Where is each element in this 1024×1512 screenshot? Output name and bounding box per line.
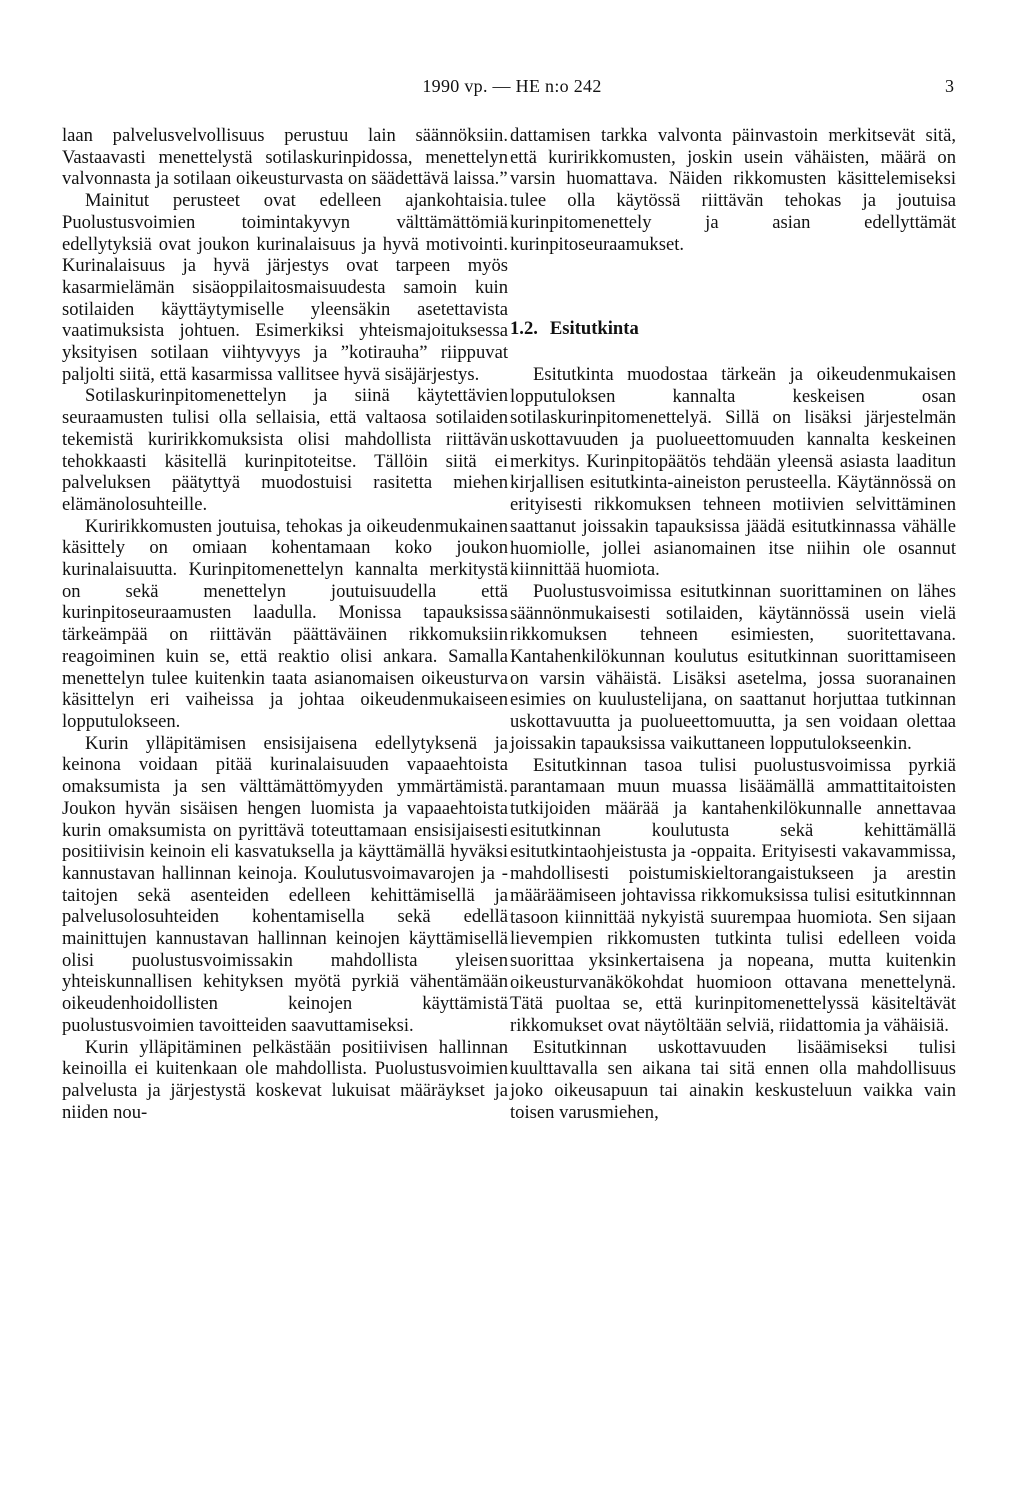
running-title: 1990 vp. — HE n:o 242 xyxy=(422,76,602,96)
paragraph: Puolustusvoimissa esitutkinnan suorittaminen on lähes säännönmukaisesti sotilaiden, käytännössä usein vielä rikkomuksen tehneen esimiesten, suoritettavana. Kantahenkilökunnan koulutus esitutkinnan suorittamiseen on varsin vähäistä. Lisäksi asetelma, jossa suoranainen esimies on kuulustelijana, on saattanut horjuttaa tutkinnan uskottavuutta ja puolueettomuutta, ja sen voidaan olettaa joissakin tapauksissa vaikuttaneen lopputulokseenkin. xyxy=(510,580,956,754)
paragraph: Esitutkinnan tasoa tulisi puolustusvoimissa pyrkiä parantamaan muun muassa lisäämällä ammattitaitoisten tutkijoiden määrää ja kantahenkilökunnalle annettavaa esitutkinnan koulutusta sekä kehittämällä esitutkintaohjeistusta ja -oppaita. Erityisesti vakavammissa, mahdollisesti poistumiskieltorangaistukseen ja arestin määräämiseen johtavissa rikkomuksissa tulisi esitutkinnnan tasoon kiinnittää nykyistä suurempaa huomiota. Sen sijaan lievempien rikkomusten tutkinta tulisi edelleen voida suorittaa yksinkertaisena ja nopeana, mutta kuitenkin oikeusturvanäkökohdat huomioon ottavana menettelynä. Tätä puoltaa se, että kurinpitomenettelyssä käsiteltävät rikkomukset ovat näytöltään selviä, riidattomia ja vähäisiä. xyxy=(510,754,956,1037)
paragraph: Esitutkinta muodostaa tärkeän ja oikeudenmukaisen lopputuloksen kannalta keskeisen osan sotilaskurinpitomenettelyä. Sillä on lisäksi järjestelmän uskottavuuden ja puolueettomuuden kannalta keskeinen merkitys. Kurinpitopäätös tehdään yleensä asiasta laaditun kirjallisen esitutkinta-aineiston perusteella. Käytännössä on erityisesti rikkomuksen tehneen motiivien selvittäminen saattanut joissakin tapauksissa jäädä esitutkinnassa vähälle huomiolle, jollei asianomainen itse niihin ole osannut kiinnittää huomiota. xyxy=(510,363,956,581)
paragraph: Kurin ylläpitämisen ensisijaisena edellytyksenä ja keinona voidaan pitää kurinalaisuuden vapaaehtoista omaksumista ja sen välttämättömyyden ymmärtämistä. Joukon hyvän sisäisen hengen luomista ja vapaaehtoista kurin omaksumista on pyrittävä toteuttamaan ensisijaisesti positiivisin keinoin eli kasvatuksella ja käyttämällä hyväksi kannustavan hallinnan keinoja. Koulutusvoimavarojen ja -taitojen sekä asenteiden edelleen kehittämisellä ja palvelusolosuhteiden kohentamisella sekä edellä mainittujen kannustavan hallinnan keinojen käyttämisellä olisi puolustusvoimissakin mahdollista yleisen yhteiskunnallisen kehityksen myötä pyrkiä vähentämään oikeudenhoidollisten keinojen käyttämistä puolustusvoimien tavoitteiden saavuttamiseksi. xyxy=(62,732,508,1036)
paragraph: Kurin ylläpitäminen pelkästään positiivisen hallinnan keinoilla ei kuitenkaan ole mahdollista. Puolustusvoimien palvelusta ja järjestystä koskevat lukuisat määräykset ja niiden nou- xyxy=(62,1036,508,1123)
left-column xyxy=(62,125,508,1123)
paragraph: Kuririkkomusten joutuisa, tehokas ja oikeudenmukainen käsittely on omiaan kohentamaan koko joukon kurinalaisuutta. Kurinpitomenettelyn kannalta merkitystä on sekä menettelyn joutuisuudella että kurinpitoseuraamusten laadulla. Monissa tapauksissa tärkeämpää on riittävän päättäväinen rikkomuksiin reagoiminen kuin se, että reaktio olisi ankara. Samalla menettelyn tulee kuitenkin taata asianomaisen oikeusturva käsittelyn eri vaiheissa ja johtaa oikeudenmukaiseen lopputulokseen. xyxy=(62,515,508,732)
paragraph: laan palvelusvelvollisuus perustuu lain säännöksiin. Vastaavasti menettelystä sotilaskurinpidossa, menettelyn valvonnasta ja sotilaan oikeusturvasta on säädettävä laissa.” xyxy=(62,125,508,190)
section-number: 1.2. xyxy=(510,318,538,340)
section-title: Esitutkinta xyxy=(549,318,639,340)
running-header xyxy=(0,76,1024,102)
section-heading xyxy=(510,255,956,364)
right-column xyxy=(510,125,956,1124)
paragraph: Mainitut perusteet ovat edelleen ajankohtaisia. Puolustusvoimien toimintakyvyn välttämättömiä edellytyksiä ovat joukon kurinalaisuus ja hyvä motivointi. Kurinalaisuus ja hyvä järjestys ovat tarpeen myös kasarmielämän sisäoppilaitosmaisuudesta samoin kuin sotilaiden käyttäytymiselle yleensäkin asetettavista vaatimuksista johtuen. Esimerkiksi yhteismajoituksessa yksityisen sotilaan viihtyvyys ja ”kotirauha” riippuvat paljolti siitä, että kasarmissa vallitsee hyvä sisäjärjestys. xyxy=(62,190,508,385)
page-number: 3 xyxy=(945,76,954,96)
paragraph: Esitutkinnan uskottavuuden lisäämiseksi tulisi kuulttavalla sen aikana tai sitä ennen olla mahdollisuus joko oikeusapuun tai ainakin keskusteluun vaikka vain toisen varusmiehen, xyxy=(510,1036,956,1123)
paragraph: dattamisen tarkka valvonta päinvastoin merkitsevät sitä, että kuririkkomusten, joskin usein vähäisten, määrä on varsin huomattava. Näiden rikkomusten käsittelemiseksi tulee olla käytössä riittävän tehokas ja joutuisa kurinpitomenettely ja asian edellyttämät kurinpitoseuraamukset. xyxy=(510,125,956,255)
paragraph: Sotilaskurinpitomenettelyn ja siinä käytettävien seuraamusten tulisi olla sellaisia, että valtaosa sotilaiden tekemistä kuririkkomuksista olisi mahdollista riittävän tehokkaasti käsitellä kurinpitoteitse. Tällöin siitä ei palveluksen päätyttyä muodostuisi rasitetta miehen elämänolosuhteille. xyxy=(62,385,508,515)
